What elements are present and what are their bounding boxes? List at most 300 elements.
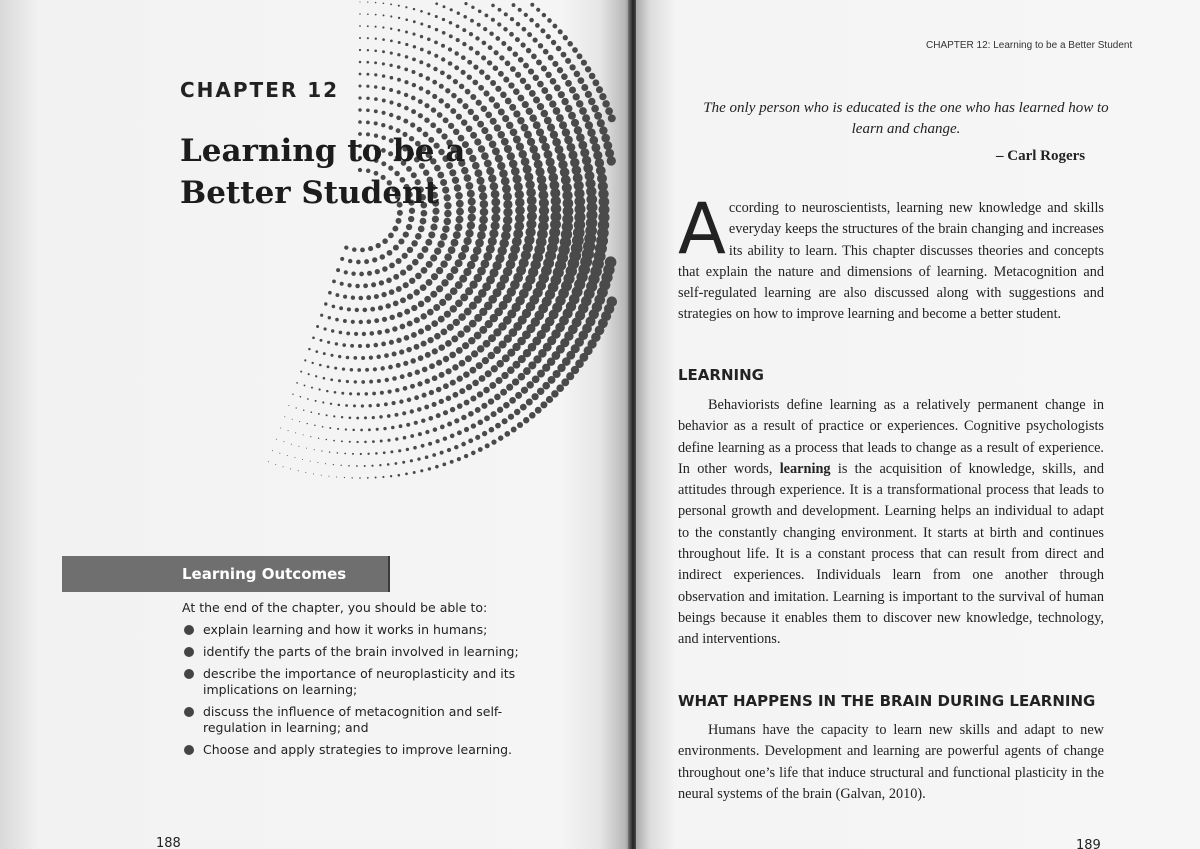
halftone-dot — [553, 107, 561, 115]
halftone-dot — [433, 427, 438, 432]
halftone-dot — [521, 124, 529, 132]
halftone-dot — [413, 20, 416, 23]
halftone-dot — [450, 380, 456, 386]
halftone-dot — [521, 387, 528, 394]
halftone-dot — [522, 27, 527, 32]
halftone-dot — [547, 18, 552, 23]
halftone-dot — [403, 231, 409, 237]
halftone-dot — [339, 306, 343, 310]
halftone-dot — [275, 464, 276, 465]
halftone-dot — [507, 366, 515, 374]
halftone-dot — [468, 411, 474, 417]
halftone-dot — [569, 86, 576, 93]
halftone-dot — [335, 293, 339, 297]
halftone-dot — [454, 51, 458, 55]
halftone-dot — [356, 417, 359, 420]
halftone-dot — [472, 80, 478, 86]
halftone-dot — [367, 271, 372, 276]
halftone-dot — [382, 476, 384, 478]
halftone-dot — [389, 113, 393, 117]
halftone-dot — [512, 378, 519, 385]
halftone-dot — [390, 76, 394, 80]
halftone-dot — [489, 31, 493, 35]
halftone-dot — [529, 18, 534, 23]
halftone-dot — [489, 427, 495, 433]
halftone-dot — [509, 104, 516, 111]
halftone-dot — [414, 395, 419, 400]
halftone-dot — [359, 37, 361, 39]
halftone-dot — [536, 128, 544, 136]
halftone-dot — [483, 27, 487, 31]
halftone-dot — [478, 420, 484, 426]
halftone-dot — [359, 13, 360, 14]
halftone-dot — [391, 426, 395, 430]
halftone-dot — [533, 75, 539, 81]
halftone-dot — [449, 352, 456, 359]
halftone-dot — [504, 431, 510, 437]
halftone-dot — [464, 400, 470, 406]
halftone-dot — [491, 221, 500, 230]
halftone-dot — [333, 415, 335, 417]
halftone-dot — [352, 453, 354, 455]
halftone-dot — [527, 138, 535, 146]
halftone-dot — [537, 81, 544, 88]
halftone-dot — [461, 55, 466, 60]
halftone-dot — [440, 451, 444, 455]
halftone-dot — [512, 3, 516, 7]
halftone-dot — [454, 418, 459, 423]
halftone-dot — [574, 71, 581, 78]
halftone-dot — [432, 402, 437, 407]
halftone-dot — [393, 301, 399, 307]
halftone-dot — [411, 240, 418, 247]
halftone-dot — [388, 233, 394, 239]
halftone-dot — [499, 169, 508, 178]
halftone-dot — [490, 80, 496, 86]
halftone-dot — [387, 463, 390, 466]
halftone-dot — [436, 267, 443, 274]
halftone-dot — [436, 285, 443, 292]
halftone-dot — [488, 352, 496, 360]
halftone-dot — [389, 64, 392, 67]
halftone-dot — [491, 365, 498, 372]
halftone-dot — [382, 50, 385, 53]
halftone-dot — [589, 73, 596, 80]
halftone-dot — [526, 108, 533, 115]
halftone-dot — [359, 1, 360, 2]
halftone-dot — [473, 246, 482, 255]
halftone-dot — [442, 463, 446, 467]
halftone-dot — [524, 13, 528, 17]
halftone-dot — [404, 93, 408, 97]
halftone-dot — [367, 49, 369, 51]
halftone-dot — [484, 415, 490, 421]
halftone-dot — [443, 117, 449, 123]
halftone-dot — [367, 13, 369, 15]
halftone-dot — [481, 55, 486, 60]
halftone-dot — [472, 380, 479, 387]
halftone-dot — [513, 88, 520, 95]
halftone-dot — [346, 356, 350, 360]
halftone-dot — [398, 17, 400, 19]
halftone-dot — [312, 336, 315, 339]
halftone-dot — [463, 325, 471, 333]
halftone-dot — [322, 426, 324, 428]
halftone-dot — [361, 404, 364, 407]
halftone-dot — [486, 167, 494, 175]
halftone-dot — [434, 41, 438, 45]
halftone-dot — [369, 331, 374, 336]
halftone-dot — [372, 392, 376, 396]
halftone-dot — [452, 364, 458, 370]
halftone-dot — [491, 198, 500, 207]
halftone-dot — [473, 64, 478, 69]
halftone-dot — [435, 2, 438, 5]
halftone-dot — [437, 112, 443, 118]
halftone-dot — [383, 2, 385, 4]
halftone-dot — [463, 15, 467, 19]
halftone-dot — [470, 94, 476, 100]
halftone-dot — [409, 278, 415, 284]
halftone-dot — [573, 93, 580, 100]
halftone-dot — [364, 441, 367, 444]
halftone-dot — [380, 440, 383, 443]
halftone-dot — [516, 143, 524, 151]
halftone-dot — [537, 103, 544, 110]
halftone-dot — [283, 441, 284, 442]
halftone-dot — [551, 390, 558, 397]
halftone-dot — [374, 49, 377, 52]
halftone-dot — [397, 312, 403, 318]
halftone-dot — [491, 411, 497, 417]
halftone-dot — [481, 152, 489, 160]
halftone-dot — [500, 389, 507, 396]
halftone-dot — [403, 386, 408, 391]
halftone-dot — [483, 90, 489, 96]
halftone-dot — [332, 280, 336, 284]
halftone-dot — [446, 368, 452, 374]
halftone-dot — [327, 341, 330, 344]
halftone-dot — [481, 403, 487, 409]
halftone-dot — [488, 45, 493, 50]
halftone-dot — [296, 407, 297, 408]
halftone-dot — [300, 371, 302, 373]
halftone-dot — [382, 111, 386, 115]
halftone-dot — [365, 392, 369, 396]
halftone-dot — [424, 103, 429, 108]
halftone-dot — [565, 80, 572, 87]
halftone-dot — [425, 378, 430, 383]
halftone-dot — [533, 38, 538, 43]
halftone-dot — [374, 318, 379, 323]
halftone-dot — [354, 380, 357, 383]
halftone-dot — [359, 296, 364, 301]
learning-outcomes-banner — [62, 556, 390, 592]
halftone-dot — [338, 355, 341, 358]
halftone-dot — [365, 368, 369, 372]
halftone-dot — [374, 343, 379, 348]
halftone-dot — [420, 284, 427, 291]
halftone-dot — [429, 363, 435, 369]
halftone-dot — [427, 51, 431, 55]
halftone-dot — [536, 8, 540, 12]
halftone-dot — [366, 120, 370, 124]
halftone-dot — [474, 314, 482, 322]
halftone-dot — [535, 23, 540, 28]
halftone-dot — [358, 344, 362, 348]
halftone-dot — [460, 293, 468, 301]
halftone-dot — [317, 462, 318, 463]
halftone-dot — [475, 36, 479, 40]
halftone-dot — [513, 136, 521, 144]
halftone-dot — [377, 379, 381, 383]
halftone-dot — [578, 77, 585, 84]
halftone-dot — [517, 422, 523, 428]
halftone-dot — [434, 248, 441, 255]
page-number-left: 188 — [156, 836, 181, 849]
halftone-dot — [557, 67, 563, 73]
halftone-dot — [418, 301, 425, 308]
halftone-dot — [355, 284, 360, 289]
halftone-dot — [352, 247, 357, 252]
halftone-dot — [318, 413, 320, 415]
right-page — [636, 0, 1200, 849]
halftone-dot — [585, 66, 591, 72]
halftone-dot — [511, 167, 520, 176]
halftone-dot — [468, 438, 473, 443]
halftone-dot — [469, 320, 477, 328]
halftone-dot — [375, 477, 377, 479]
halftone-dot — [318, 388, 320, 390]
halftone-dot — [479, 69, 484, 74]
halftone-dot — [415, 233, 422, 240]
halftone-dot — [474, 332, 482, 340]
halftone-dot — [559, 121, 567, 129]
halftone-dot — [471, 423, 476, 428]
halftone-dot — [489, 141, 497, 149]
halftone-dot — [451, 266, 459, 274]
halftone-dot — [473, 115, 480, 122]
halftone-dot — [418, 328, 424, 334]
halftone-dot — [448, 47, 452, 51]
halftone-dot — [418, 113, 423, 118]
halftone-dot — [363, 283, 368, 288]
halftone-dot — [463, 237, 471, 245]
halftone-dot — [298, 470, 299, 471]
halftone-dot — [477, 121, 484, 128]
halftone-dot — [349, 441, 351, 443]
halftone-dot — [387, 414, 391, 418]
halftone-dot — [462, 42, 466, 46]
halftone-dot — [307, 423, 308, 424]
halftone-dot — [552, 24, 557, 29]
halftone-dot — [418, 99, 423, 104]
halftone-dot — [589, 136, 598, 145]
halftone-dot — [597, 119, 605, 127]
halftone-dot — [388, 365, 393, 370]
halftone-dot — [441, 44, 445, 48]
halftone-dot — [599, 126, 607, 134]
halftone-dot — [422, 367, 428, 373]
halftone-dot — [358, 96, 361, 99]
halftone-dot — [393, 274, 399, 280]
halftone-dot — [432, 94, 437, 99]
halftone-dot — [382, 266, 388, 272]
halftone-dot — [594, 112, 602, 120]
halftone-dot — [324, 302, 327, 305]
halftone-dot — [503, 402, 510, 409]
halftone-dot — [451, 93, 457, 99]
halftone-dot — [405, 31, 408, 34]
halftone-dot — [367, 37, 369, 39]
halftone-dot — [328, 291, 332, 295]
halftone-dot — [547, 124, 555, 132]
halftone-dot — [443, 436, 447, 440]
halftone-dot — [398, 238, 404, 244]
halftone-dot — [459, 84, 464, 89]
halftone-dot — [499, 55, 504, 60]
learning-text-part1: Behaviorists define learning as a relatively permanent change in behavior as a result of practice or experiences. Cognitive psychologists define learning as a process that leads to change as a result of experience. In other words, — [678, 397, 1104, 477]
halftone-dot — [502, 354, 510, 362]
halftone-dot — [587, 129, 596, 138]
halftone-dot — [510, 128, 518, 136]
halftone-dot — [404, 68, 408, 72]
halftone-dot — [350, 344, 354, 348]
halftone-dot — [404, 309, 410, 315]
halftone-dot — [430, 122, 436, 128]
halftone-dot — [576, 100, 584, 108]
halftone-dot — [414, 317, 420, 323]
halftone-dot — [404, 80, 408, 84]
halftone-dot — [372, 440, 375, 443]
halftone-dot — [515, 37, 520, 42]
halftone-dot — [459, 388, 465, 394]
halftone-dot — [497, 131, 505, 139]
halftone-dot — [526, 381, 533, 388]
halftone-dot — [459, 275, 467, 283]
halftone-dot — [544, 150, 553, 159]
halftone-dot — [342, 367, 345, 370]
halftone-dot — [523, 417, 529, 423]
halftone-dot — [276, 439, 277, 440]
halftone-dot — [541, 87, 548, 94]
halftone-dot — [449, 21, 453, 25]
halftone-dot — [513, 110, 520, 117]
halftone-dot — [520, 404, 527, 411]
halftone-dot — [479, 215, 488, 224]
halftone-dot — [458, 252, 466, 260]
halftone-dot — [351, 296, 355, 300]
halftone-dot — [372, 257, 377, 262]
halftone-dot — [531, 54, 537, 60]
halftone-dot — [592, 79, 599, 86]
halftone-dot — [374, 61, 377, 64]
halftone-dot — [520, 42, 525, 47]
halftone-dot — [496, 360, 504, 368]
halftone-dot — [375, 14, 377, 16]
halftone-dot — [305, 472, 306, 473]
halftone-dot — [426, 63, 430, 67]
halftone-dot — [541, 65, 547, 71]
halftone-dot — [455, 259, 463, 267]
halftone-dot — [371, 465, 373, 467]
halftone-dot — [405, 43, 408, 46]
halftone-dot — [495, 423, 501, 429]
epigraph-quote: The only person who is educated is the one who has learned how to learn and change. — [703, 100, 1109, 137]
halftone-dot — [361, 380, 365, 384]
halftone-dot — [448, 61, 453, 66]
halftone-dot — [427, 337, 433, 343]
halftone-dot — [310, 461, 311, 462]
halftone-dot — [395, 413, 399, 417]
halftone-dot — [356, 260, 361, 265]
halftone-dot — [480, 200, 489, 209]
halftone-dot — [403, 119, 408, 124]
halftone-dot — [518, 8, 522, 12]
halftone-dot — [456, 347, 463, 354]
halftone-dot — [431, 107, 436, 112]
halftone-dot — [494, 124, 501, 131]
halftone-dot — [462, 103, 468, 109]
halftone-dot — [451, 239, 459, 247]
halftone-dot — [385, 378, 389, 382]
halftone-dot — [428, 467, 431, 470]
halftone-dot — [364, 465, 366, 467]
halftone-dot — [554, 84, 561, 91]
halftone-dot — [366, 344, 370, 348]
halftone-dot — [368, 404, 371, 407]
halftone-dot — [491, 439, 496, 444]
halftone-dot — [529, 412, 536, 419]
halftone-dot — [328, 316, 331, 319]
halftone-dot — [348, 465, 350, 467]
halftone-dot — [469, 32, 473, 36]
halftone-dot — [456, 38, 460, 42]
halftone-dot — [495, 377, 502, 384]
halftone-dot — [524, 172, 533, 181]
halftone-dot — [497, 407, 503, 413]
halftone-dot — [333, 440, 335, 442]
learning-bold-term: learning — [779, 460, 831, 477]
halftone-dot — [456, 216, 464, 224]
halftone-dot — [375, 2, 376, 3]
halftone-dot — [525, 84, 532, 91]
halftone-dot — [288, 405, 289, 406]
halftone-dot — [268, 461, 269, 462]
halftone-dot — [291, 444, 292, 445]
halftone-dot — [485, 443, 490, 448]
halftone-dot — [517, 117, 525, 125]
drop-cap: A — [678, 188, 726, 270]
halftone-dot — [314, 449, 315, 450]
halftone-dot — [450, 287, 458, 295]
halftone-dot — [359, 477, 361, 479]
halftone-dot — [304, 359, 306, 361]
halftone-dot — [405, 6, 407, 8]
outcome-item — [184, 622, 529, 638]
halftone-dot — [380, 366, 384, 370]
halftone-dot — [471, 350, 478, 357]
halftone-dot — [299, 421, 300, 422]
halftone-dot — [417, 253, 424, 260]
outcome-text: discuss the influence of metacognition and self-regulation in learning; and — [203, 704, 503, 735]
halftone-dot — [399, 349, 404, 354]
halftone-dot — [471, 6, 474, 9]
halftone-dot — [390, 52, 393, 55]
halftone-dot — [353, 404, 356, 407]
halftone-dot — [444, 253, 452, 261]
halftone-dot — [347, 307, 351, 311]
